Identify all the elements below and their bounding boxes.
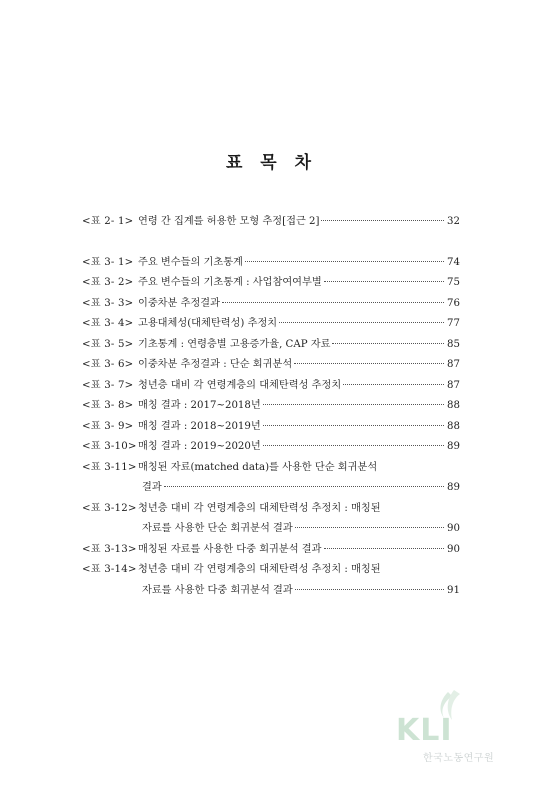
toc-entry-page: 87 <box>447 359 460 370</box>
toc-entry-label: <표 3- 1> <box>82 256 134 268</box>
toc-entry-page: 89 <box>447 441 460 452</box>
toc-entry-continuation[interactable] <box>82 478 460 499</box>
toc-entry-title: 이중차분 추정결과 <box>138 297 220 309</box>
toc-entry-title: 연령 간 집계를 허용한 모형 추정[접근 2] <box>138 216 320 227</box>
toc-entry-page: 88 <box>447 400 460 411</box>
toc-entry-page: 87 <box>447 379 460 391</box>
toc-entry-page: 85 <box>447 338 460 350</box>
toc-entry[interactable] <box>82 499 460 520</box>
toc-entry-label: <표 3-12> <box>82 502 137 514</box>
toc-entry-label: <표 3-11> <box>82 461 137 473</box>
logo-subtitle: 한국노동연구원 <box>423 753 495 764</box>
toc-entry-title: 매칭 결과 : 2018~2019년 <box>138 420 261 432</box>
toc-entry[interactable] <box>82 335 460 356</box>
leader-dots <box>295 588 444 590</box>
toc-entry-title: 고용대체성(대체탄력성) 추정치 <box>138 318 278 329</box>
toc-entry[interactable] <box>82 458 460 479</box>
toc-entry-label: <표 3- 5> <box>82 338 134 350</box>
toc-entry-continuation[interactable] <box>82 581 460 602</box>
toc-entry-title: 매칭 결과 : 2017~2018년 <box>138 400 261 411</box>
toc-entry[interactable] <box>82 314 460 335</box>
toc-entry-page: 89 <box>447 482 460 493</box>
toc-entry-label: <표 3-10> <box>82 441 137 452</box>
toc-entry[interactable] <box>82 376 460 397</box>
toc-entry[interactable] <box>82 560 460 581</box>
toc-entry-label: <표 3- 3> <box>82 297 134 309</box>
toc-entry[interactable] <box>82 540 460 561</box>
logo-mark: KLI <box>396 713 453 748</box>
group-spacer <box>82 233 460 253</box>
toc-entry-page: 90 <box>447 543 460 555</box>
toc-entry-title: 매칭된 자료를 사용한 다중 회귀분석 결과 <box>138 543 322 555</box>
toc-entry-label: <표 3- 6> <box>82 359 134 370</box>
toc-entry-title: 청년층 대비 각 연령계층의 대체탄력성 추정치 : 매칭된 <box>138 564 381 575</box>
toc-entry-label: <표 3- 4> <box>82 318 134 329</box>
toc-entry-title: 매칭된 자료(matched data)를 사용한 단순 회귀분석 <box>138 461 378 473</box>
toc-entry[interactable] <box>82 294 460 315</box>
toc-entry-page: 90 <box>447 523 460 534</box>
toc-entry[interactable] <box>82 396 460 417</box>
toc-entry[interactable] <box>82 212 460 233</box>
toc-entry-label: <표 3- 2> <box>82 277 134 288</box>
toc-entry-continuation[interactable] <box>82 519 460 540</box>
toc-entry-label: <표 3- 9> <box>82 420 134 432</box>
toc-entry-label: <표 3-14> <box>82 564 137 575</box>
toc-entry[interactable] <box>82 253 460 274</box>
toc-entry-label: <표 3- 7> <box>82 379 134 391</box>
toc-entry-label: <표 2- 1> <box>82 216 134 227</box>
toc-entry-title: 매칭 결과 : 2019~2020년 <box>138 441 261 452</box>
toc-entry-page: 74 <box>447 256 460 268</box>
toc-entry[interactable] <box>82 355 460 376</box>
toc-entry[interactable] <box>82 417 460 438</box>
leader-dots <box>245 260 444 262</box>
toc-entry-page: 88 <box>447 420 460 432</box>
toc-entry-title: 주요 변수들의 기초통계 : 사업참여여부별 <box>138 277 322 288</box>
leader-dots <box>263 444 444 446</box>
leader-dots <box>263 403 444 405</box>
leader-dots <box>343 383 444 385</box>
leader-dots <box>294 362 444 364</box>
toc-entry-title: 기초통계 : 연령층별 고용증가율, CAP 자료 <box>138 338 331 350</box>
toc-entry-page: 75 <box>447 277 460 288</box>
leader-dots <box>295 526 444 528</box>
toc-entry-title: 청년층 대비 각 연령계층의 대체탄력성 추정치 : 매칭된 <box>138 502 381 514</box>
toc-entry-page: 91 <box>447 584 460 596</box>
toc-entry-page: 77 <box>447 318 460 329</box>
toc-entry-title: 이중차분 추정결과 : 단순 회귀분석 <box>138 359 293 370</box>
page-title: 표 목 차 <box>225 153 318 173</box>
table-of-contents <box>82 212 460 601</box>
toc-entry-title: 청년층 대비 각 연령계층의 대체탄력성 추정치 <box>138 379 342 391</box>
leader-dots <box>263 424 444 426</box>
toc-entry[interactable] <box>82 273 460 294</box>
toc-entry-page: 32 <box>447 216 460 227</box>
leader-dots <box>332 342 444 344</box>
leader-dots <box>164 485 444 487</box>
toc-entry-title-continued: 결과 <box>142 482 162 493</box>
toc-entry-label: <표 3- 8> <box>82 400 134 411</box>
leader-dots <box>222 301 444 303</box>
toc-entry-label: <표 3-13> <box>82 543 137 555</box>
toc-entry-page: 76 <box>447 297 460 309</box>
leader-dots <box>321 219 444 221</box>
toc-entry-title-continued: 자료를 사용한 다중 회귀분석 결과 <box>142 584 293 596</box>
leader-dots <box>324 280 444 282</box>
leader-dots <box>324 547 445 549</box>
leader-dots <box>279 321 444 323</box>
toc-entry-title-continued: 자료를 사용한 단순 회귀분석 결과 <box>142 523 293 534</box>
toc-entry-title: 주요 변수들의 기초통계 <box>138 256 243 268</box>
toc-entry[interactable] <box>82 437 460 458</box>
